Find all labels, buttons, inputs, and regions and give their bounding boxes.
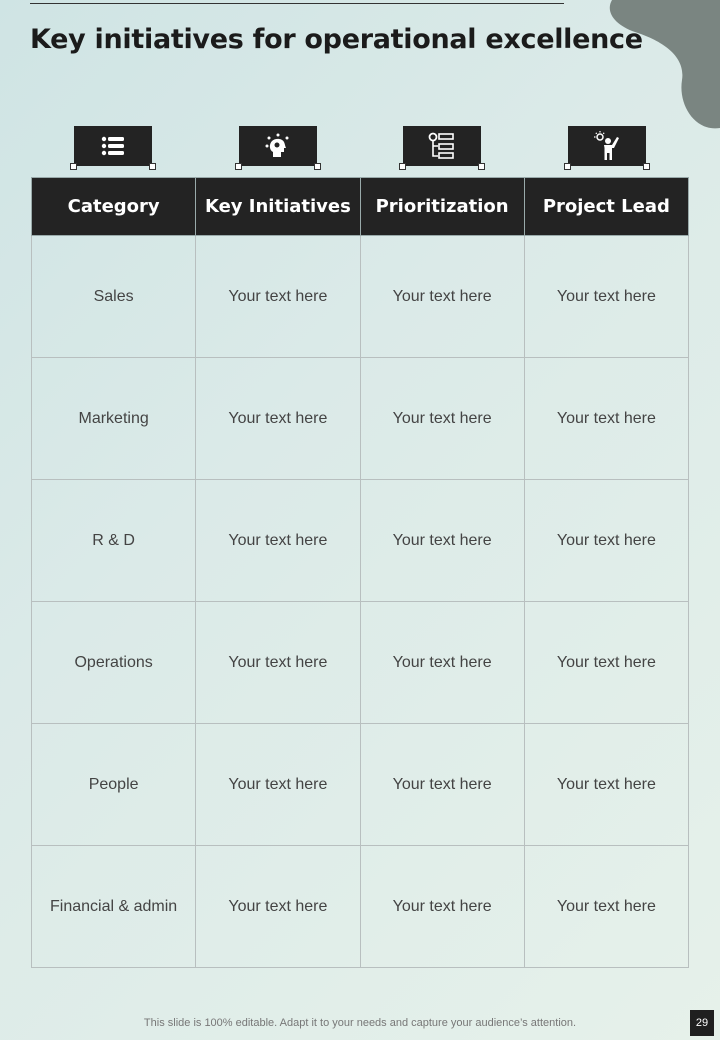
table-cell: Your text here [196,480,360,602]
header-key-initiatives: Key Initiatives [196,178,360,236]
table-cell: Your text here [196,358,360,480]
decorative-blob [600,0,720,130]
table-cell: Your text here [196,846,360,968]
table-cell: People [32,724,196,846]
table-cell: Your text here [196,236,360,358]
idea-person-icon [594,131,620,161]
table-row [32,480,689,602]
table-header-row [32,178,689,236]
table-cell: Your text here [196,602,360,724]
table-row [32,236,689,358]
page-title: Key initiatives for operational excellence [30,24,643,55]
footer-note: This slide is 100% editable. Adapt it to your needs and capture your audience’s attention. [143,1017,577,1029]
table-cell: Your text here [524,724,688,846]
header-project-lead: Project Lead [524,178,688,236]
table-cell: Your text here [360,724,524,846]
table-cell: Your text here [196,724,360,846]
top-divider-line [30,3,564,4]
table-cell: Your text here [524,846,688,968]
brainstorm-head-icon [265,133,291,159]
table-cell: Financial & admin [32,846,196,968]
table-cell: Your text here [524,602,688,724]
table-cell: Your text here [524,236,688,358]
table-row [32,846,689,968]
flowchart-icon [428,132,456,160]
table-cell: R & D [32,480,196,602]
initiatives-icon-box [239,126,317,166]
table-cell: Your text here [360,480,524,602]
page-number: 29 [690,1010,714,1036]
initiatives-table [31,177,689,968]
table-cell: Your text here [524,358,688,480]
category-icon-box [74,126,152,166]
prioritization-icon-box [403,126,481,166]
header-prioritization: Prioritization [360,178,524,236]
table-cell: Marketing [32,358,196,480]
table-row [32,358,689,480]
table-row [32,602,689,724]
table-cell: Sales [32,236,196,358]
table-cell: Operations [32,602,196,724]
table-cell: Your text here [360,358,524,480]
table-cell: Your text here [524,480,688,602]
table-cell: Your text here [360,846,524,968]
list-icon [101,135,125,157]
table-cell: Your text here [360,602,524,724]
header-category: Category [32,178,196,236]
lead-icon-box [568,126,646,166]
table-cell: Your text here [360,236,524,358]
table-row [32,724,689,846]
